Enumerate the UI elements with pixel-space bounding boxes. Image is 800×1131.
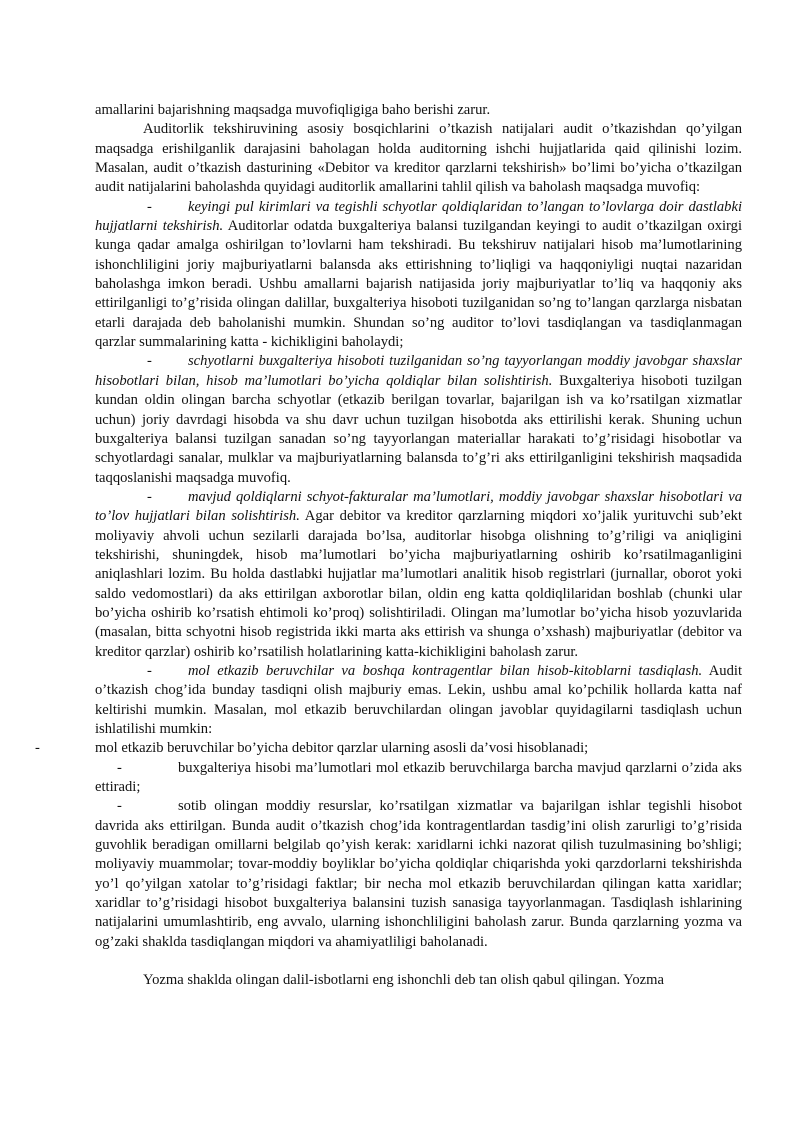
list-item-2	[95, 352, 742, 487]
dash-marker: -	[117, 759, 122, 776]
sub-item-2	[95, 759, 742, 798]
dash-marker: -	[147, 198, 152, 215]
list-item-1-italic: keyingi pul kirimlari va tegishli schyotlar qoldiqlaridan to’langan to’lovlarga doir dastlabki hujjatlarni tekshirish.	[95, 198, 742, 235]
dash-marker: -	[147, 488, 152, 505]
sub-item-3-text: sotib olingan moddiy resurslar, ko’rsatilgan xizmatlar va bajarilgan ishlar tegishli hisobot davrida aks ettirilgan. Bunda audit o’tkazish chog’ida kontragentlardan tasdig’ini olish zarurligi to’g’risida guvohlik beradigan omillarni belgilab qo’yish kerak: xaridlarni ichki nazorat qilish tuzulmasining bo’shligi; moliyaviy muammolar; tovar-moddiy boyliklar bo’yicha qoldiqlar chiqarishda yoki qarzdorlarni tekshirishda yo’l qo’yilgan xatolar to’g’risidagi faktlar; bir necha mol etkazib beruvchilardan qilingan katta xaridlar; xaridlar to’g’risidagi hisobot buxgalteriya balansini tuzish sanasiga tayyorlanmagan. Tasdiqlash ishlarining natijalarini umumlashtirib, eng avvalo, ularning ishonchliligini baholash zarur. Bunda qarzlarning yozma va og’zaki shaklda tasdiqlangan miqdori va ahamiyatliligi baholanadi.	[95, 798, 742, 950]
paragraph-2: Auditorlik tekshiruvining asosiy bosqichlarini o’tkazish natijalari audit o’tkazishdan qo’yilgan maqsadga erishilganlik darajasini baholagan holda auditorning ishchi hujjatlarida qaid qilinishi lozim. Masalan, audit o’tkazish dasturining «Debitor va kreditor qarzlarni tekshirish» bo’limi bo’yicha o’tkazilgan audit natijalarini baholashda quyidagi auditorlik amallarini tahlil qilish va baholash maqsadga muvofiq:	[95, 121, 742, 196]
list-item-3-italic: mavjud qoldiqlarni schyot-fakturalar ma’lumotlari, moddiy javobgar shaxslar hisobotlari va to’lov hujjatlari bilan solishtirish.	[95, 488, 742, 525]
list-item-2-italic: schyotlarni buxgalteriya hisoboti tuzilganidan so’ng tayyorlangan moddiy javobgar shaxslar hisobotlari bilan, hisob ma’lumotlari bo’yicha qoldiqlar bilan solishtirish.	[95, 353, 742, 389]
sub-item-2-text: buxgalteriya hisobi ma’lumotlari mol etkazib beruvchilarga barcha mavjud qarzlarni o’zida aks ettiradi;	[95, 759, 742, 796]
list-item-1-text: Auditorlar odatda buxgalteriya balansi tuzilgandan keyingi to audit o’tkazilgan oxirgi kunga qadar amalga oshirilgan to’lovlarni ham tekshiradi. Bu tekshiruv natijalari hisob ma’lumotlarining ishonchliligini joriy majburiyatlarni balansda aks ettirishning to’liqligi va haqqoniyligi nuqtai nazaridan baholashga imkon beradi. Ushbu amallarni bajarish natijasida joriy majburiyatlar to’liq va haqqoniy aks ettirilganligi to’g’risida olingan dalillar, buxgalteriya hisoboti tuzilganidan so’ng to’langan qarzlarga nisbatan etarli darajada deb baholanishi mumkin. Shundan so’ng auditor to’lovi tasdiqlangan va tasdiqlanmagan qarzlar summalarining katta - kichikligini baholaydi;	[95, 218, 742, 351]
list-item-1	[95, 198, 742, 353]
list-item-3	[95, 488, 742, 662]
sub-item-1-text: mol etkazib beruvchilar bo’yicha debitor qarzlar ularning asosli da’vosi hisoblanadi;	[95, 740, 589, 757]
list-item-2-text: Buxgalteriya hisoboti tuzilgan kundan oldin olingan barcha schyotlar (etkazib berilgan tovarlar, bajarilgan ish va ko’rsatilgan xizmatlar uchun) joriy davrdagi hisobda va shu davr uchun tuzilgan hisobotda aks ettirilishi kerak. Shuning uchun buxgalteriya balansi tuzilgan sanadan so’ng tayyorlangan materiallar harakati to’g’risidagi hisobotlar va schyotlardagi sanalar, mulklar va majburiyatlarning balansda to’g’ri aks ettirilganligini tekshirish maqsadida taqqoslanishi maqsadga muvofiq.	[95, 372, 742, 486]
list-item-4-text: Audit o’tkazish chog’ida bunday tasdiqni olish majburiy emas. Lekin, ushbu amal ko’pchilik hollarda katta naf keltirishi mumkin. Masalan, mol etkazib beruvchilardan olingan javoblar quyidagilarni tasdiqlash uchun ishlatilishi mumkin:	[95, 662, 742, 737]
paragraph-last: Yozma shaklda olingan dalil-isbotlarni eng ishonchli deb tan olish qabul qilingan. Yozma	[143, 972, 664, 989]
sub-item-3	[95, 797, 742, 952]
dash-marker: -	[147, 353, 152, 370]
paragraph-1: amallarini bajarishning maqsadga muvofiqligiga baho berishi zarur.	[95, 102, 491, 118]
dash-marker: -	[35, 740, 40, 757]
document-page	[35, 101, 743, 990]
dash-marker: -	[117, 798, 122, 815]
list-item-4	[95, 662, 742, 739]
list-item-4-italic: mol etkazib beruvchilar va boshqa kontragentlar bilan hisob-kitoblarni tasdiqlash.	[188, 662, 703, 679]
dash-marker: -	[147, 662, 152, 679]
list-item-3-text: Agar debitor va kreditor qarzlarning miqdori xo’jalik yurituvchi sub’ekt moliyaviy ahvoli uchun sezilarli darajada bo’lsa, auditorlar hisobga olishning to’g’riligi va aniqligini tekshirishi, shuningdek, hisob ma’lumotlari bo’yicha majburiyatlarning oshirib ko’rsatilmaganligini aniqlashlari lozim. Bu holda dastlabki hujjatlar ma’lumotlari analitik hisob registrlari (jurnallar, oborot yoki saldo vedomostlari) da aks ettirilgan axborotlar bilan, oldin eng katta qoldiqlilaridan boshlab (chunki ular bo’yicha oshirib ko’rsatish ehtimoli ko’proq) solishtiriladi. Olingan ma’lumotlar bo’yicha hisob yozuvlarida (masalan, bitta schyotni hisob registrida ikki marta aks ettirish va shunga o’xshash) majburiyatlar (debitor va kreditor qarzlar) oshirib ko’rsatilish holatlarining katta-kichikligini baholash zarur.	[95, 508, 743, 660]
sub-item-1	[35, 739, 742, 758]
